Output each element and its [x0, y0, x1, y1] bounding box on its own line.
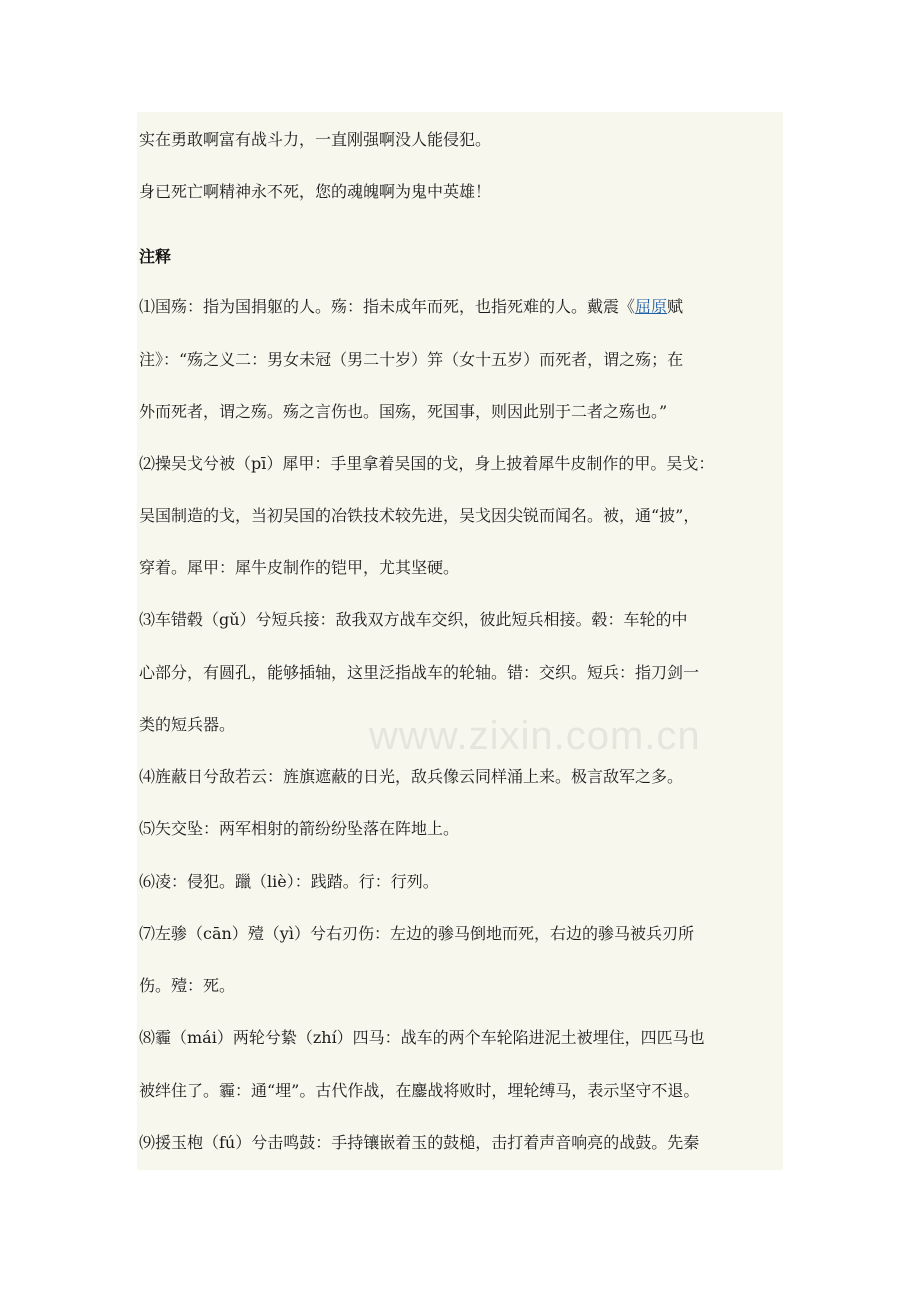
note-line: ⑼援玉枹（fú）兮击鸣鼓：手持镶嵌着玉的鼓槌，击打着声音响亮的战鼓。先秦: [139, 1133, 700, 1152]
note-line: 被绊住了。霾：通“埋”。古代作战，在鏖战将败时，埋轮缚马，表示坚守不退。: [139, 1081, 700, 1100]
document-panel: [137, 112, 783, 1170]
note-line: 注》：“殇之义二：男女未冠（男二十岁）笄（女十五岁）而死者，谓之殇；在: [139, 350, 684, 369]
notes-heading: 注释: [139, 247, 172, 266]
note-line: [139, 297, 683, 317]
note-line: 外而死者，谓之殇。殇之言伤也。国殇，死国事，则因此别于二者之殇也。”: [139, 402, 668, 421]
note-text: ⑴国殇：指为国捐躯的人。殇：指未成年而死，也指死难的人。戴震《: [139, 297, 636, 316]
note-line: ⑵操吴戈兮被（pī）犀甲：手里拿着吴国的戈，身上披着犀牛皮制作的甲。吴戈：: [139, 454, 715, 473]
watermark: www.zixin.com.cn: [369, 714, 701, 758]
note-line: ⑸矢交坠：两军相射的箭纷纷坠落在阵地上。: [139, 819, 460, 838]
note-line: 穿着。犀甲：犀牛皮制作的铠甲，尤其坚硬。: [139, 558, 460, 577]
verse-line: 实在勇敢啊富有战斗力，一直刚强啊没人能侵犯。: [139, 130, 492, 149]
note-line: 类的短兵器。: [139, 715, 236, 734]
note-line: ⑹凌：侵犯。躐（liè）：践踏。行：行列。: [139, 872, 439, 891]
note-line: ⑻霾（mái）两轮兮絷（zhí）四马：战车的两个车轮陷进泥土被埋住，四匹马也: [139, 1028, 705, 1047]
note-line: ⑺左骖（cān）殪（yì）兮右刃伤：左边的骖马倒地而死，右边的骖马被兵刃所: [139, 924, 694, 943]
note-line: 伤。殪：死。: [139, 976, 236, 995]
verse-line: 身已死亡啊精神永不死，您的魂魄啊为鬼中英雄！: [139, 182, 492, 201]
note-text: 赋: [667, 297, 684, 316]
note-line: 心部分，有圆孔，能够插轴，这里泛指战车的轮轴。错：交织。短兵：指刀剑一: [139, 663, 700, 682]
note-line: 吴国制造的戈，当初吴国的冶铁技术较先进，吴戈因尖锐而闻名。被，通“披”，: [139, 506, 700, 525]
qu-yuan-link[interactable]: 屈原: [635, 297, 668, 316]
note-line: ⑷旌蔽日兮敌若云：旌旗遮蔽的日光，敌兵像云同样涌上来。极言敌军之多。: [139, 767, 684, 786]
note-line: ⑶车错毂（gǔ）兮短兵接：敌我双方战车交织，彼此短兵相接。毂：车轮的中: [139, 610, 688, 629]
